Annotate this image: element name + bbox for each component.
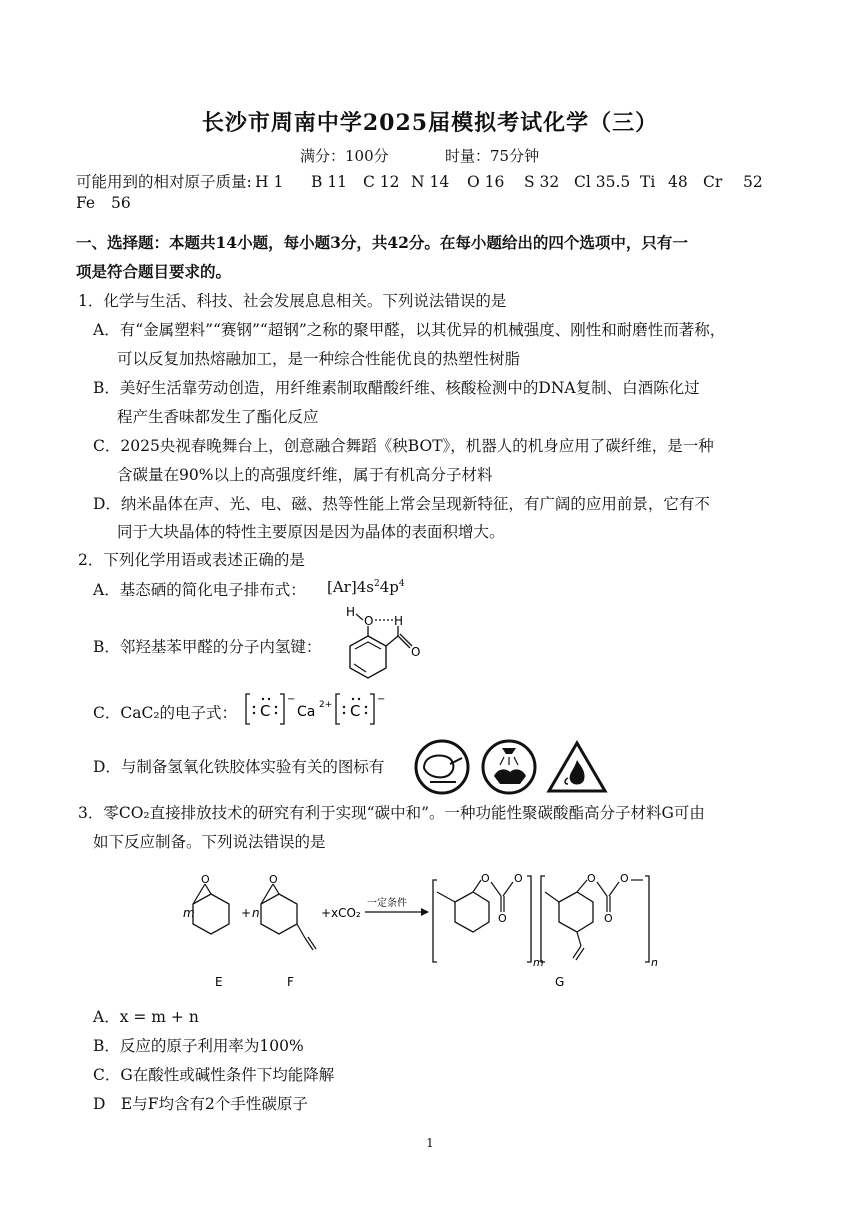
q1-option-b: B．美好生活靠劳动创造，用纤维素制取醋酸纤维、核酸检测中的DNA复制、白酒陈化过 xyxy=(93,379,700,397)
mass-ti: Ti xyxy=(640,173,656,191)
mass-s: S 32 xyxy=(524,173,560,191)
mass-cr-value: 52 xyxy=(743,173,763,191)
svg-text:m: m xyxy=(533,956,544,969)
svg-text:O: O xyxy=(514,872,523,885)
svg-text:m: m xyxy=(183,906,195,920)
q2-stem: 2．下列化学用语或表述正确的是 xyxy=(78,551,305,569)
svg-text:+: + xyxy=(321,906,332,920)
hand-washing-icon xyxy=(480,738,540,796)
section-heading-line1: 一、选择题：本题共14小题，每小题3分，共42分。在每小题给出的四个选项中，只有一 xyxy=(76,233,688,252)
mass-h: H 1 xyxy=(255,173,284,191)
svg-text:H: H xyxy=(394,614,404,628)
q2-option-a: A．基态硒的简化电子排布式： xyxy=(93,581,306,599)
q1-option-c: C．2025央视春晚舞台上，创意融合舞蹈《秧BOT》，机器人的机身应用了碳纤维，是一种 xyxy=(93,437,714,455)
svg-text:O: O xyxy=(269,873,278,886)
svg-text:H: H xyxy=(346,606,356,619)
q2-option-c: C．CaC₂的电子式： xyxy=(93,704,238,722)
page-title: 长沙市周南中学2025届模拟考试化学（三） xyxy=(201,110,659,136)
q1-option-a: A．有“金属塑料”“赛钢”“超钢”之称的聚甲醛，以其优异的机械强度、刚性和耐磨性而著称， xyxy=(93,321,726,339)
q2-option-d: D．与制备氢氧化铁胶体实验有关的图标有 xyxy=(93,758,385,776)
svg-text:−: − xyxy=(287,694,296,705)
svg-text:n: n xyxy=(252,906,260,920)
svg-text:O: O xyxy=(411,645,421,659)
svg-text:Ca: Ca xyxy=(297,704,316,720)
svg-text:O: O xyxy=(201,873,210,886)
svg-text:O: O xyxy=(364,614,374,628)
mass-cl: Cl 35.5 xyxy=(574,173,631,191)
q2-option-b: B．邻羟基苯甲醛的分子内氢键： xyxy=(93,638,322,656)
flammable-warning-icon xyxy=(546,740,608,794)
svg-text:O: O xyxy=(481,872,490,885)
svg-text:C: C xyxy=(350,702,361,720)
mass-o: O 16 xyxy=(467,173,505,191)
selenium-electron-config: $[Ar]4s^24p^4$ xyxy=(327,578,405,596)
mass-cr: Cr xyxy=(703,173,723,191)
hydrogen-bond-structure xyxy=(338,606,428,686)
q1-option-d: D．纳米晶体在声、光、电、磁、热等性能上常会呈现新特征，有广阔的应用前景，它有不 xyxy=(93,495,710,513)
svg-text:2+: 2+ xyxy=(319,700,333,710)
page-number: 1 xyxy=(426,1136,434,1150)
svg-text:G: G xyxy=(555,975,565,989)
svg-text:xCO₂: xCO₂ xyxy=(331,906,361,920)
q1-option-b-cont: 程产生香味都发生了酯化反应 xyxy=(117,408,319,426)
q3-option-b: B．反应的原子利用率为100% xyxy=(93,1037,304,1055)
q1-option-d-cont: 同于大块晶体的特性主要原因是因为晶体的表面积增大。 xyxy=(117,523,505,541)
svg-text:+: + xyxy=(241,906,252,920)
q3-option-d: D E与F均含有2个手性碳原子 xyxy=(93,1095,308,1113)
q3-stem: 3．零CO₂直接排放技术的研究有利于实现“碳中和”。一种功能性聚碳酸酯高分子材料G可由 xyxy=(78,804,705,822)
mass-fe: Fe xyxy=(76,194,96,212)
svg-text:O: O xyxy=(498,912,507,925)
svg-text:F: F xyxy=(287,975,294,989)
svg-text:−: − xyxy=(377,694,386,705)
svg-text:一定条件: 一定条件 xyxy=(367,898,407,909)
heating-icon xyxy=(412,738,476,796)
q1-stem: 1．化学与生活、科技、社会发展息息相关。下列说法错误的是 xyxy=(78,292,507,310)
svg-text:O: O xyxy=(620,872,629,885)
atomic-mass-label: 可能用到的相对原子质量: xyxy=(76,173,252,191)
time-limit: 时量：75分钟 xyxy=(445,147,540,165)
section-heading-line2: 项是符合题目要求的。 xyxy=(76,262,232,281)
q1-option-c-cont: 含碳量在90%以上的高强度纤维，属于有机高分子材料 xyxy=(117,466,493,484)
cac2-electron-formula xyxy=(244,690,394,730)
q3-option-c: C．G在酸性或碱性条件下均能降解 xyxy=(93,1066,335,1084)
full-score: 满分：100分 xyxy=(300,147,389,165)
svg-text:n: n xyxy=(651,956,658,969)
svg-text:O: O xyxy=(604,912,613,925)
q3-option-a: A．x = m + n xyxy=(93,1008,199,1026)
mass-c: C 12 xyxy=(363,173,400,191)
mass-b: B 11 xyxy=(311,173,348,191)
svg-text:E: E xyxy=(215,975,223,989)
mass-fe-value: 56 xyxy=(111,194,131,212)
svg-text:C: C xyxy=(260,702,271,720)
q1-option-a-cont: 可以反复加热熔融加工，是一种综合性能优良的热塑性树脂 xyxy=(117,350,521,368)
mass-ti-value: 48 xyxy=(668,173,688,191)
q3-stem-cont: 如下反应制备。下列说法错误的是 xyxy=(93,833,326,851)
polycarbonate-reaction-scheme xyxy=(175,862,675,992)
svg-text:O: O xyxy=(587,872,596,885)
mass-n: N 14 xyxy=(411,173,450,191)
